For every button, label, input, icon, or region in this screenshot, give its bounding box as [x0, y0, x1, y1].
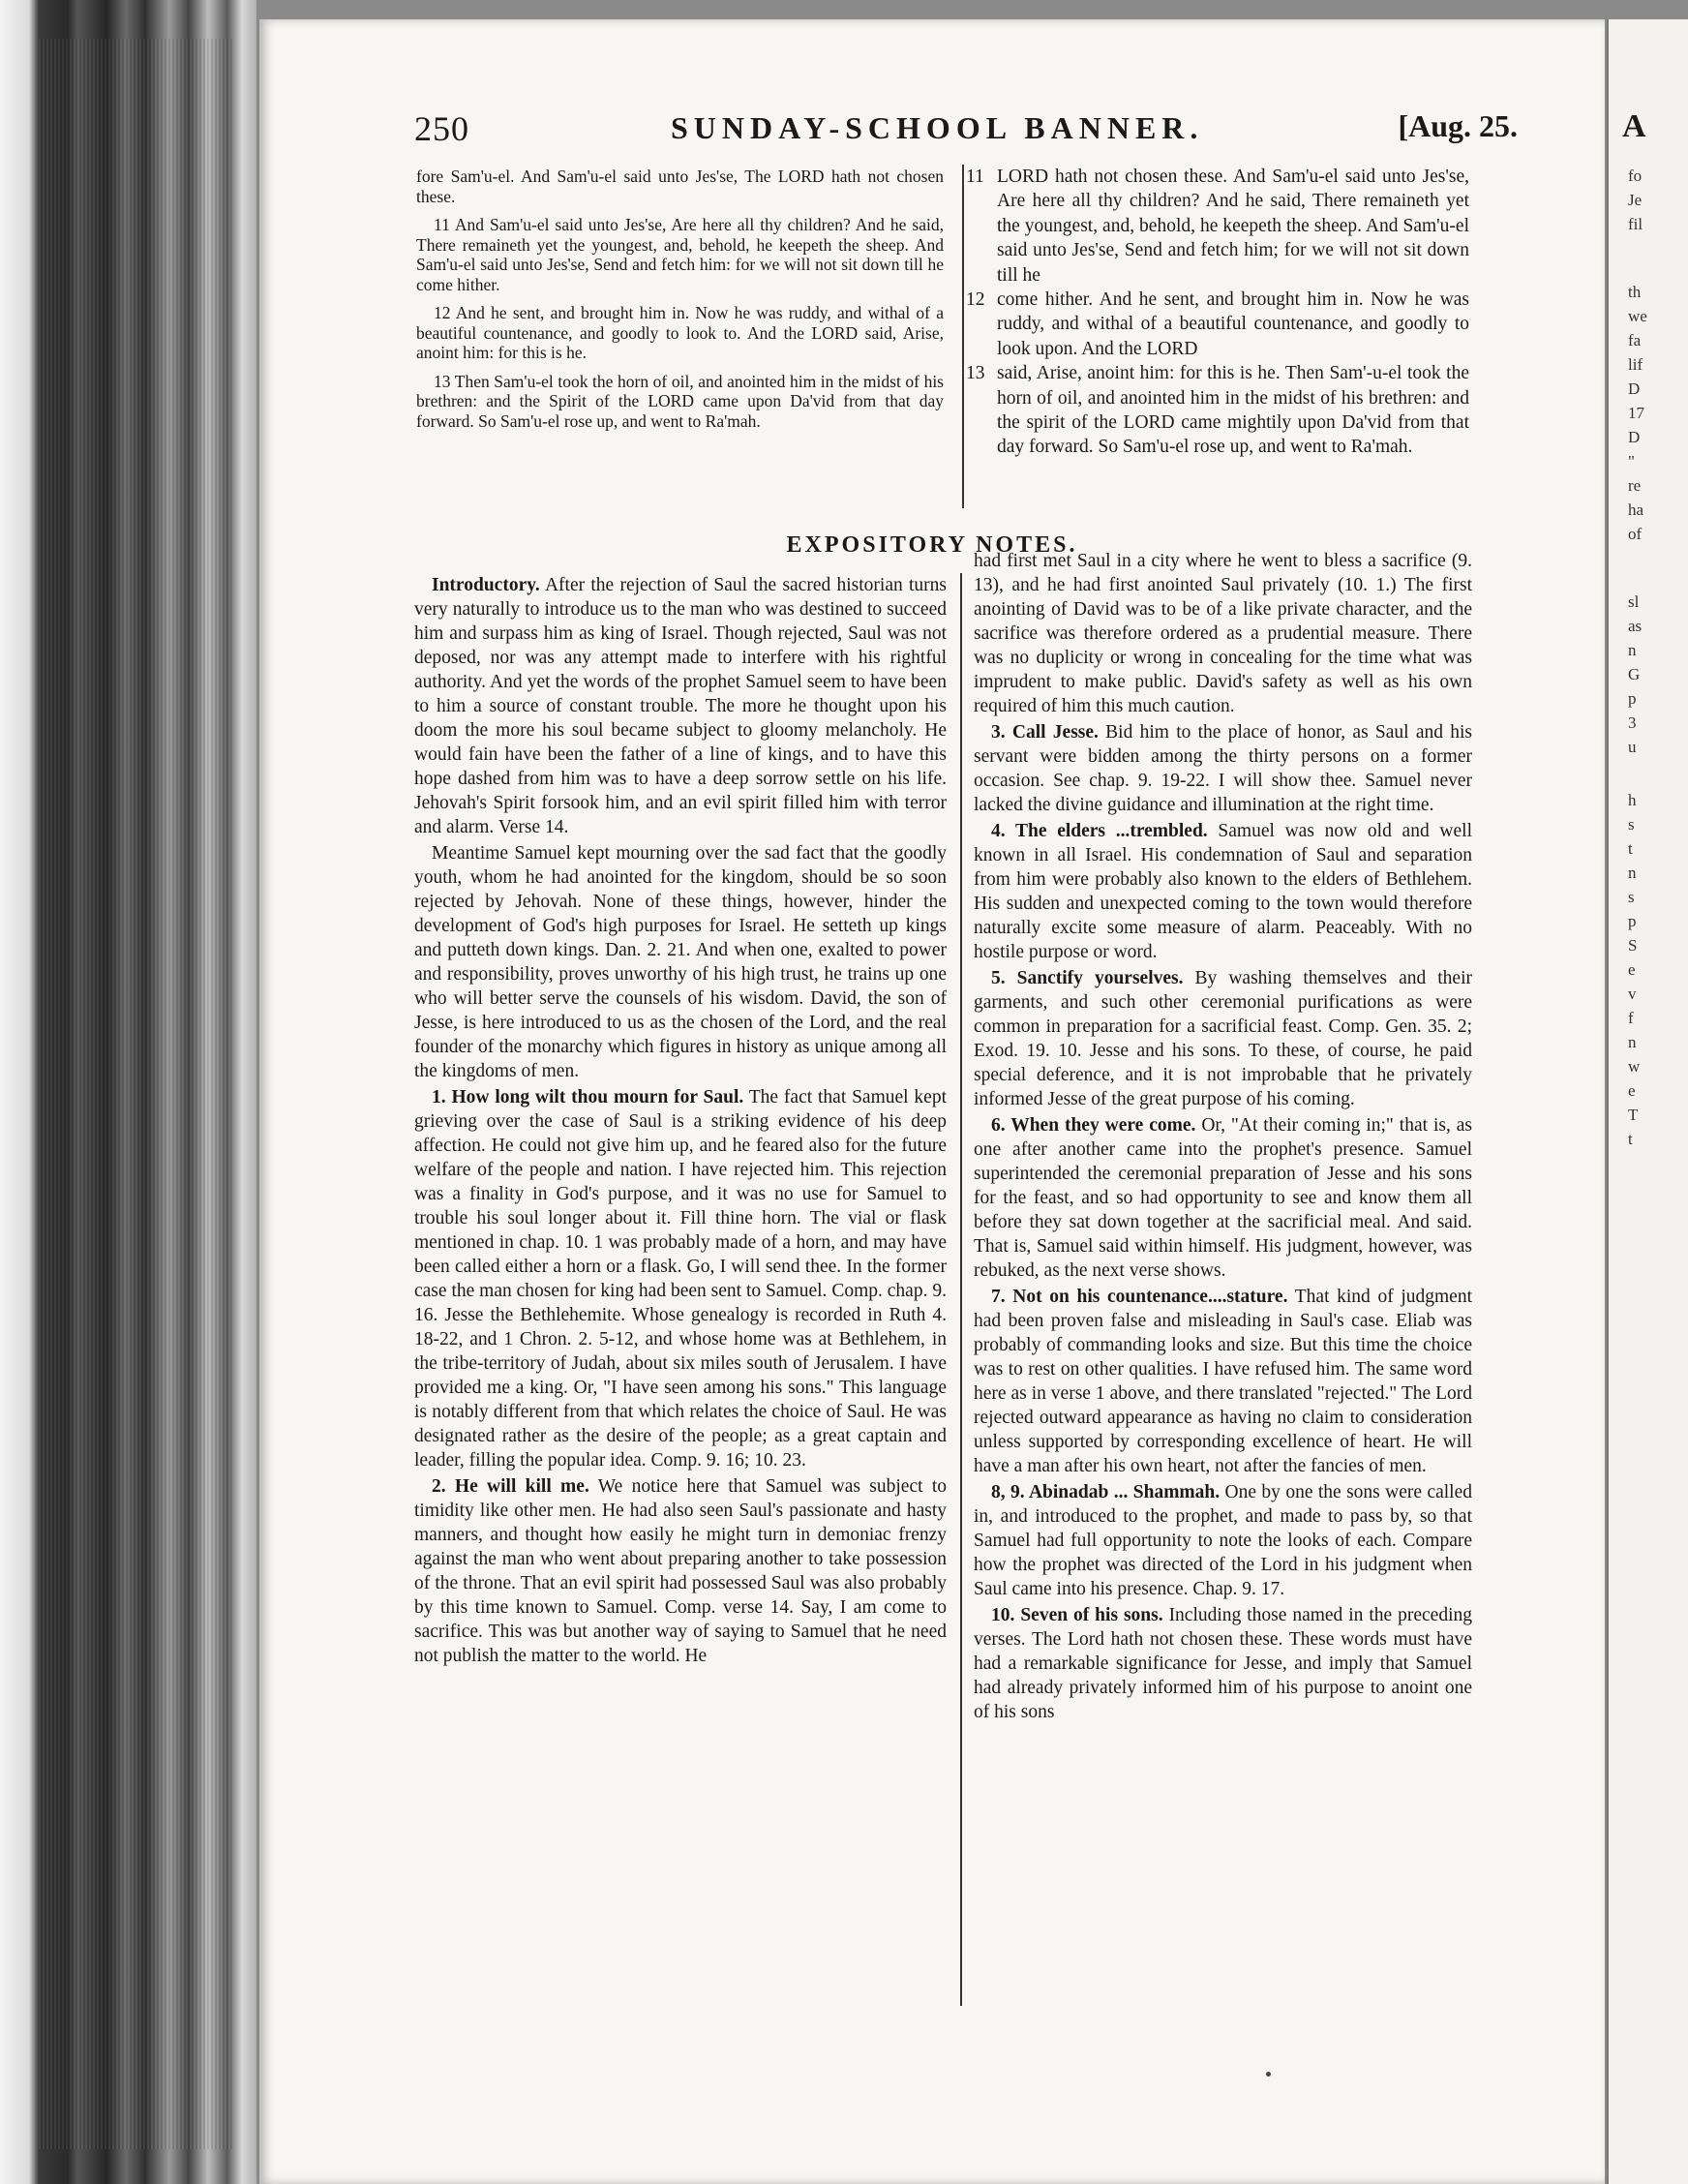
note-text: had first met Saul in a city where he went to bless a sacrifice (9. 13), and he had first anointed Saul privately (10. 1.) The first anointing of David was to be of a like private character, and the sacrifice was therefore ordered as a prudential measure. There was no duplicity or wrong in concealing for the time what was imprudent to make public. David's safety as well as his own required of him this much caution.: [974, 551, 1472, 716]
note-heading: 6. When they were come.: [991, 1115, 1196, 1136]
note-heading: 3. Call Jesse.: [991, 722, 1099, 743]
verse-text: said, Arise, anoint him: for this is he. Then Sam'-u-el took the horn of oil, and anointed him in the midst of his brethren: and the spirit of the LORD came mightily upon Da'vid from that day forward. So Sam'u-el rose up, and went to Ra'mah.: [997, 363, 1469, 458]
adjacent-page-fragment: h: [1628, 791, 1637, 809]
page-number: 250: [414, 109, 469, 148]
note-text: Meantime Samuel kept mourning over the sad fact that the goodly youth, whom he had anointed for the kingdom, should be so soon rejected by Jehovah. None of these things, however, hinder the development of God's high purposes for Israel. He setteth up kings and putteth down kings. Dan. 2. 21. And when one, exalted to power and responsibility, proves unworthy of his high trust, he trains up one who will better serve the counsels of his wisdom. David, the son of Jesse, is here introduced to us as the chosen of the Lord, and the real founder of the monarchy which figures in history as unique among all the kingdoms of men.: [414, 843, 947, 1081]
note-paragraph: [974, 819, 1472, 964]
note-heading: 4. The elders ...trembled.: [991, 821, 1208, 841]
note-paragraph: [974, 1113, 1472, 1283]
note-text: Samuel was now old and well known in all Israel. His condemnation of Saul and separation from him were probably also known to the elders of Bethlehem. His sudden and unexpected coming to the town would therefore naturally excite some measure of alarm. Peaceably. With no hostile purpose or word.: [974, 821, 1472, 962]
page-header: [414, 108, 1518, 159]
adjacent-page-fragment: f: [1628, 1009, 1634, 1027]
adjacent-page-fragment: t: [1628, 839, 1633, 858]
notes-divider: [960, 573, 962, 2006]
right-scripture-column: [966, 165, 1469, 460]
note-paragraph: [414, 1474, 947, 1668]
adjacent-page-fragment: e: [1628, 1081, 1636, 1100]
adjacent-page-fragment: re: [1628, 476, 1642, 495]
verse-paragraph: 11 And Sam'u-el said unto Jes'se, Are here all thy children? And he said, There remaineth yet the youngest, and, behold, he keepeth the sheep. And Sam'u-el said unto Jes'se, Send and fetch him: for we will not sit down till he come hither.: [416, 215, 944, 294]
note-text: By washing themselves and their garments, and such other ceremonial purifications as were common in preparation for a sacrificial feast. Comp. Gen. 35. 2; Exod. 19. 10. Jesse and his sons. To these, of course, he paid special deference, and it is not improbable that he privately informed Jesse of the great purpose of his coming.: [974, 968, 1472, 1109]
adjacent-page-fragment: Je: [1628, 191, 1643, 209]
adjacent-page-fragment: n: [1628, 864, 1637, 882]
adjacent-page-fragment: of: [1628, 525, 1643, 543]
section-title: EXPOSITORY NOTES.: [786, 532, 1078, 558]
adjacent-page-fragment: D: [1628, 428, 1641, 446]
binding-texture: [39, 39, 232, 2149]
adjacent-page-edge: [1607, 19, 1688, 2184]
book-page: [259, 19, 1605, 2184]
scripture-divider: [962, 165, 964, 508]
book-binding: [0, 0, 256, 2184]
verse-number: 12: [966, 289, 985, 311]
note-heading: Introductory.: [432, 575, 540, 595]
adjacent-page-fragment: e: [1628, 960, 1636, 979]
verse-paragraph: [966, 361, 1469, 460]
adjacent-page-fragment: sl: [1628, 592, 1640, 611]
verse-text: LORD hath not chosen these. And Sam'u-el said unto Jes'se, Are here all thy children? And he said, There remaineth yet the youngest, and, behold, he keepeth the sheep. And Sam'u-el said unto Jes'se, Send and fetch him; for we will not sit down till he: [997, 167, 1469, 286]
verse-paragraph: 12 And he sent, and brought him in. Now he was ruddy, and withal of a beautiful countenance, and goodly to look to. And the LORD said, Arise, anoint him: for this is he.: [416, 303, 944, 362]
adjacent-page-fragment: s: [1628, 815, 1635, 834]
notes-right-column: [974, 549, 1472, 1726]
adjacent-page-fragment: t: [1628, 1130, 1633, 1148]
adjacent-page-fragment: we: [1628, 307, 1647, 325]
note-text: Or, "At their coming in;" that is, as one after another came into the prophet's presence. Samuel superintended the ceremonial preparation of Jesse and his sons for the feast, and so had opportunity to see and know them all before they sat down together at the sacrificial meal. And said. That is, Samuel said within himself. His judgment, however, was rebuked, as the next verse shows.: [974, 1115, 1472, 1281]
verse-paragraph: [966, 288, 1469, 361]
adjacent-page-fragment: p: [1628, 912, 1637, 930]
note-heading: 8, 9. Abinadab ... Shammah.: [991, 1482, 1221, 1502]
page-mark: [1266, 2072, 1271, 2077]
note-heading: 5. Sanctify yourselves.: [991, 968, 1184, 988]
adjacent-page-fragment: w: [1628, 1057, 1641, 1076]
verse-number: 13: [966, 363, 985, 384]
verse-paragraph: fore Sam'u-el. And Sam'u-el said unto Jes'se, The LORD hath not chosen these.: [416, 167, 944, 206]
note-heading: 1. How long wilt thou mourn for Saul.: [432, 1087, 744, 1107]
note-paragraph: [414, 1085, 947, 1472]
note-paragraph: [974, 966, 1472, 1111]
note-text: The fact that Samuel kept grieving over the case of Saul is a striking evidence of his deep affection. He could not give him up, and he feared also for the future welfare of the people and nation. I have rejected him. This rejection was a finality in God's purpose, and it was no use for Samuel to trouble his soul longer about it. Fill thine horn. The vial or flask mentioned in chap. 10. 1 was probably made of a horn, and may have been called either a horn or a flask. Go, I will send thee. In the former case the man chosen for king had been sent to Samuel. Comp. chap. 9. 16. Jesse the Bethlehemite. Whose genealogy is recorded in Ruth 4. 18-22, and 1 Chron. 2. 5-12, and whose home was at Bethlehem, in the tribe-territory of Judah, about six miles south of Jerusalem. I have provided me a king. Or, "I have seen among his sons." This language is notably different from that which relates the choice of Saul. He was designated rather as the desire of the people; as a great captain and leader, filling the popular idea. Comp. 9. 16; 10. 23.: [414, 1087, 947, 1471]
adjacent-page-fragment: n: [1628, 641, 1637, 659]
note-text: We notice here that Samuel was subject to timidity like other men. He had also seen Saul's passionate and hasty manners, and thought how easily he might turn in demoniac frenzy against the man who went about preparing another to take possession of the throne. That an evil spirit had possessed Saul was also probably by this time known to Samuel. Comp. verse 14. Say, I am come to sacrifice. This was but another way of saying to Samuel that he need not publish the matter to the world. He: [414, 1476, 948, 1666]
adjacent-page-fragment: fo: [1628, 167, 1643, 185]
adjacent-page-fragment: fa: [1628, 331, 1642, 349]
note-heading: 2. He will kill me.: [432, 1476, 589, 1497]
adjacent-page-fragment: fil: [1628, 215, 1643, 233]
note-text: Including those named in the preceding verses. The Lord hath not chosen these. These words must have had a remarkable significance for Jesse, and imply that Samuel had already privately informed him of his purpose to anoint one of his sons: [974, 1605, 1472, 1722]
adjacent-page-fragment: G: [1628, 665, 1641, 683]
note-paragraph: [414, 573, 947, 839]
verse-paragraph: [966, 165, 1469, 288]
note-paragraph: [974, 549, 1472, 718]
adjacent-page-fragment: p: [1628, 689, 1637, 708]
verse-paragraph: 13 Then Sam'u-el took the horn of oil, and anointed him in the midst of his brethren: and the Spirit of the LORD came upon Da'vid from that day forward. So Sam'u-el rose up, and went to Ra'mah.: [416, 371, 944, 431]
adjacent-page-fragment: v: [1628, 985, 1637, 1003]
adjacent-page-fragment: D: [1628, 379, 1641, 398]
adjacent-page-fragment: u: [1628, 738, 1637, 756]
adjacent-page-fragment: n: [1628, 1033, 1637, 1051]
note-text: One by one the sons were called in, and introduced to the prophet, and made to pass by, so that Samuel had full opportunity to note the looks of each. Compare how the prophet was directed of the Lord in his judgment when Saul came into his presence. Chap. 9. 17.: [974, 1482, 1472, 1599]
adjacent-page-fragment: s: [1628, 888, 1635, 906]
note-text: After the rejection of Saul the sacred historian turns very naturally to introduce us to the man who was destined to succeed him and surpass him as king of Israel. Though rejected, Saul was not deposed, nor was any attempt made to interfere with his rightful authority. And yet the words of the prophet Samuel seem to have been to him a source of constant trouble. The more he thought upon his doom the more his soul became subject to gloomy melancholy. He would fain have been the father of a line of kings, and to have this hope dashed from him was to have a deep sorrow settle on his life. Jehovah's Spirit forsook him, and an evil spirit filled him with terror and alarm. Verse 14.: [414, 575, 947, 837]
note-heading: 10. Seven of his sons.: [991, 1605, 1163, 1625]
adjacent-page-fragment: lif: [1628, 355, 1643, 374]
adjacent-page-fragment: ": [1628, 452, 1635, 470]
adjacent-page-fragment: th: [1628, 283, 1642, 301]
note-text: Bid him to the place of honor, as Saul and his servant were bidden among the thirty persons on a former occasion. See chap. 9. 19-22. I will show thee. Samuel never lacked the divine guidance and illumination at the right time.: [974, 722, 1472, 815]
note-heading: 7. Not on his countenance....stature.: [991, 1287, 1288, 1307]
verse-text: come hither. And he sent, and brought him in. Now he was ruddy, and withal of a beautiful countenance, and goodly to look upon. And the LORD: [997, 289, 1469, 359]
adjacent-page-fragment: ha: [1628, 500, 1644, 519]
adjacent-page-fragment: 3: [1628, 713, 1637, 732]
adjacent-page-fragment: 17: [1628, 404, 1644, 422]
issue-date: [Aug. 25.: [1398, 108, 1518, 143]
adjacent-page-fragment: as: [1628, 617, 1643, 635]
note-paragraph: [974, 1480, 1472, 1601]
note-paragraph: [414, 841, 947, 1083]
note-text: That kind of judgment had been proven false and misleading in Saul's case. Eliab was probably of commanding looks and size. But this time the choice was to rest on other qualities. I have refused him. The same word here as in verse 1 above, and there translated "rejected." The Lord rejected outward appearance as having no claim to consideration unless supported by corresponding excellence of heart. He will have a man after his own heart, not after the fancies of men.: [974, 1287, 1472, 1476]
adjacent-page-fragment: T: [1628, 1106, 1639, 1124]
adjacent-page-fragment: S: [1628, 936, 1638, 955]
verse-number: 11: [966, 167, 984, 187]
page-title: SUNDAY-SCHOOL BANNER.: [671, 110, 1204, 145]
note-paragraph: [974, 1285, 1472, 1478]
left-scripture-column: [416, 167, 944, 440]
note-paragraph: [974, 720, 1472, 817]
note-paragraph: [974, 1603, 1472, 1724]
notes-left-column: [414, 573, 947, 1670]
adjacent-page-header: A: [1622, 108, 1646, 144]
